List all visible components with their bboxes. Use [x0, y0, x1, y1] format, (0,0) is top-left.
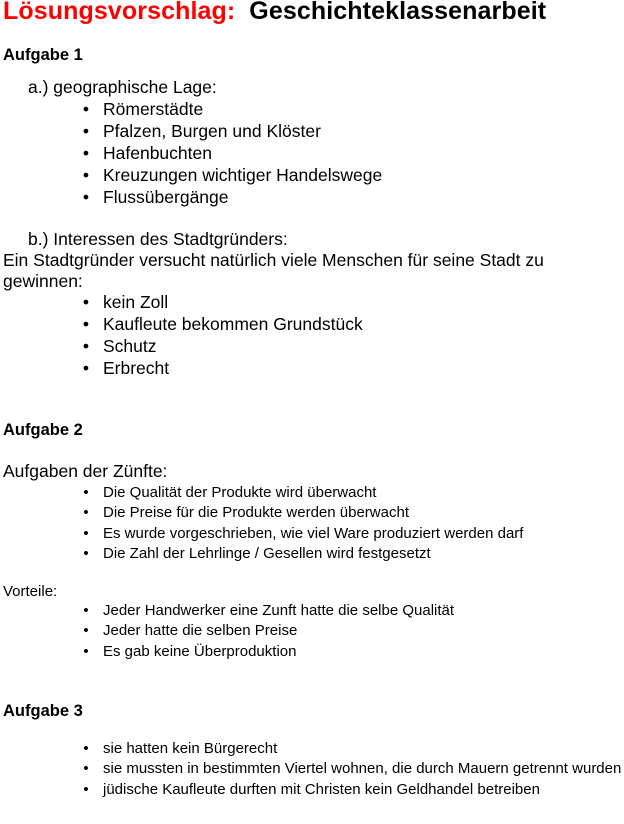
aufgabe1-a-label: a.) geographische Lage:: [28, 77, 217, 97]
list-item: • sie hatten kein Bürgerecht: [78, 739, 624, 759]
bullet: •: [83, 780, 89, 798]
bullet: •: [82, 99, 90, 119]
list-item: • Die Zahl der Lehrlinge / Gesellen wird festgesetzt: [78, 544, 523, 564]
list-item: • sie mussten in bestimmten Viertel wohnen, die durch Mauern getrennt wurden: [78, 759, 624, 779]
vorteile-label: Vorteile:: [3, 583, 58, 600]
list-item: • jüdische Kaufleute durften mit Christen kein Geldhandel betreiben: [78, 780, 624, 800]
list-item: • Pfalzen, Burgen und Klöster: [82, 121, 321, 141]
list-item: • Erbrecht: [82, 358, 170, 378]
list-item: • Flussübergänge: [82, 187, 229, 207]
bullet: •: [82, 143, 90, 163]
aufgabe2-heading: Aufgabe 2: [3, 421, 83, 439]
list-item: • Römerstädte: [82, 99, 204, 119]
title-prefix: Lösungsvorschlag:: [3, 0, 236, 25]
bullet: •: [83, 524, 89, 542]
bullet: •: [82, 358, 90, 378]
bullet: •: [82, 121, 90, 141]
bullet: •: [82, 292, 90, 312]
aufgabe3-list: [78, 739, 624, 800]
bullet: •: [83, 642, 89, 660]
bullet: •: [83, 622, 89, 640]
aufgabe1-b-text: Ein Stadtgründer versucht natürlich viele Menschen für seine Stadt zu: [3, 250, 544, 270]
zuenfte-list: [78, 483, 523, 564]
bullet: •: [82, 187, 90, 207]
list-item: • Hafenbuchten: [82, 143, 212, 163]
list-item: • Die Preise für die Produkte werden überwacht: [78, 503, 523, 523]
page-title: [3, 0, 546, 26]
aufgabe1-b-label: b.) Interessen des Stadtgründers:: [28, 229, 288, 249]
bullet: •: [83, 602, 89, 619]
title-main: Geschichteklassenarbeit: [249, 0, 547, 25]
bullet: •: [83, 760, 89, 778]
aufgabe1-b-text-cont: gewinnen:: [3, 271, 83, 291]
list-item: • Kreuzungen wichtiger Handelswege: [82, 165, 383, 185]
bullet: •: [83, 544, 89, 562]
zuenfte-label: Aufgaben der Zünfte:: [3, 461, 168, 481]
list-item: • Es wurde vorgeschrieben, wie viel Ware produziert werden darf: [78, 524, 523, 544]
list-item: • Schutz: [82, 336, 157, 356]
list-item: • Jeder Handwerker eine Zunft hatte die selbe Qualität: [78, 601, 454, 621]
list-item: • Kaufleute bekommen Grundstück: [82, 314, 363, 334]
list-item: • Es gab keine Überproduktion: [78, 642, 454, 662]
vorteile-list: [78, 601, 454, 662]
list-item: • Jeder hatte die selben Preise: [78, 621, 454, 641]
bullet: •: [82, 165, 90, 185]
aufgabe3-heading: Aufgabe 3: [3, 702, 83, 720]
list-item: • Die Qualität der Produkte wird überwacht: [78, 483, 523, 503]
aufgabe1-b-list: [78, 291, 363, 379]
aufgabe1-heading: Aufgabe 1: [3, 46, 83, 64]
bullet: •: [83, 484, 89, 501]
bullet: •: [83, 504, 89, 522]
bullet: •: [83, 740, 89, 757]
bullet: •: [82, 314, 90, 334]
aufgabe1-a-list: [78, 98, 382, 208]
list-item: • kein Zoll: [82, 292, 169, 312]
bullet: •: [82, 336, 90, 356]
